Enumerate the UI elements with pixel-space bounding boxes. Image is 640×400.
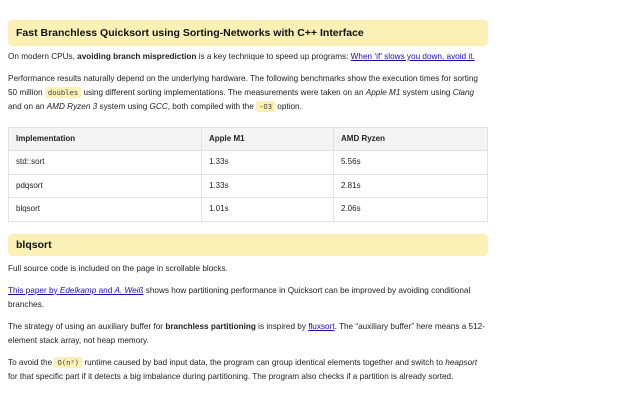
avoid-paragraph [8, 356, 488, 384]
table-cell: pdqsort [9, 174, 202, 198]
table-row [9, 198, 488, 222]
perf-text: option. [275, 102, 302, 111]
apple-m1-emphasis: Apple M1 [365, 88, 401, 97]
author-weiss: A. Weiß [114, 285, 144, 295]
performance-paragraph [8, 72, 488, 114]
perf-text: Performance results naturally depend on the underlying hardware. The following benchmarks show the execution times for sorting 50 million [8, 74, 478, 97]
intro-paragraph [8, 50, 488, 64]
strategy-text: . The “auxiliary buffer” here means a 512-element stack array, not heap memory. [8, 321, 485, 345]
column-header-implementation: Implementation [9, 128, 202, 151]
intro-text-mid: is a key technique to speed up programs: [196, 52, 351, 61]
table-cell: std::sort [9, 151, 202, 175]
amd-ryzen-emphasis: AMD Ryzen 3 [46, 102, 98, 111]
table-cell: 5.56s [334, 151, 488, 175]
perf-text: system using [400, 88, 453, 97]
o3-code: -O3 [256, 101, 275, 112]
paper-link[interactable]: This paper by [8, 285, 60, 295]
avoid-text: runtime caused by bad input data, the program can group identical elements together and switch to [82, 357, 446, 367]
page-title: Fast Branchless Quicksort using Sorting-Networks with C++ Interface [8, 20, 488, 46]
strategy-paragraph [8, 320, 488, 348]
complexity-code: O(n²) [54, 357, 82, 368]
gcc-emphasis: GCC [149, 102, 168, 111]
strategy-text: The strategy of using an auxiliary buffer for [8, 321, 166, 331]
strategy-text: is inspired by [255, 321, 309, 331]
clang-emphasis: Clang [452, 88, 475, 97]
table-cell: 2.81s [334, 174, 488, 198]
section-title-blqsort: blqsort [8, 234, 488, 256]
avoid-text: for that specific part if it detects a big imbalance during partitioning. The program also checks if a partition is already sorted. [8, 371, 454, 381]
strategy-bold: branchless partitioning [165, 321, 256, 331]
table-cell: 2.06s [334, 198, 488, 222]
benchmark-table [8, 127, 488, 222]
intro-bold: avoiding branch misprediction [77, 52, 197, 61]
perf-text: system using [97, 102, 150, 111]
paper-text: shows how partitioning performance in Quicksort can be improved by avoiding conditional branches. [8, 285, 471, 309]
fluxsort-link[interactable]: fluxsort [308, 321, 335, 331]
table-cell: blqsort [9, 198, 202, 222]
column-header-apple-m1: Apple M1 [202, 128, 334, 151]
author-edelkamp: Edelkamp [59, 285, 97, 295]
avoid-text: To avoid the [8, 357, 55, 367]
author-weiss-link[interactable] [115, 286, 144, 295]
author-edelkamp-link[interactable] [60, 286, 96, 295]
paper-paragraph [8, 284, 488, 312]
table-row [9, 174, 488, 198]
table-cell: 1.01s [202, 198, 334, 222]
table-row [9, 151, 488, 175]
and-link[interactable]: and [96, 285, 115, 295]
doubles-code: doubles [45, 87, 81, 98]
article [8, 20, 488, 384]
intro-text: On modern CPUs, [8, 52, 78, 61]
table-cell: 1.33s [202, 151, 334, 175]
avoid-if-link[interactable]: When ‘if’ slows you down, avoid it. [350, 52, 475, 61]
table-cell: 1.33s [202, 174, 334, 198]
column-header-amd-ryzen: AMD Ryzen [334, 128, 488, 151]
table-header-row [9, 128, 488, 151]
perf-text: and on an [8, 102, 47, 111]
perf-text: , both compiled with the [167, 102, 257, 111]
perf-text: using different sorting implementations. The measurements were taken on an [81, 88, 366, 97]
heapsort-emphasis: heapsort [445, 357, 478, 367]
source-note-paragraph: Full source code is included on the page in scrollable blocks. [8, 263, 228, 273]
